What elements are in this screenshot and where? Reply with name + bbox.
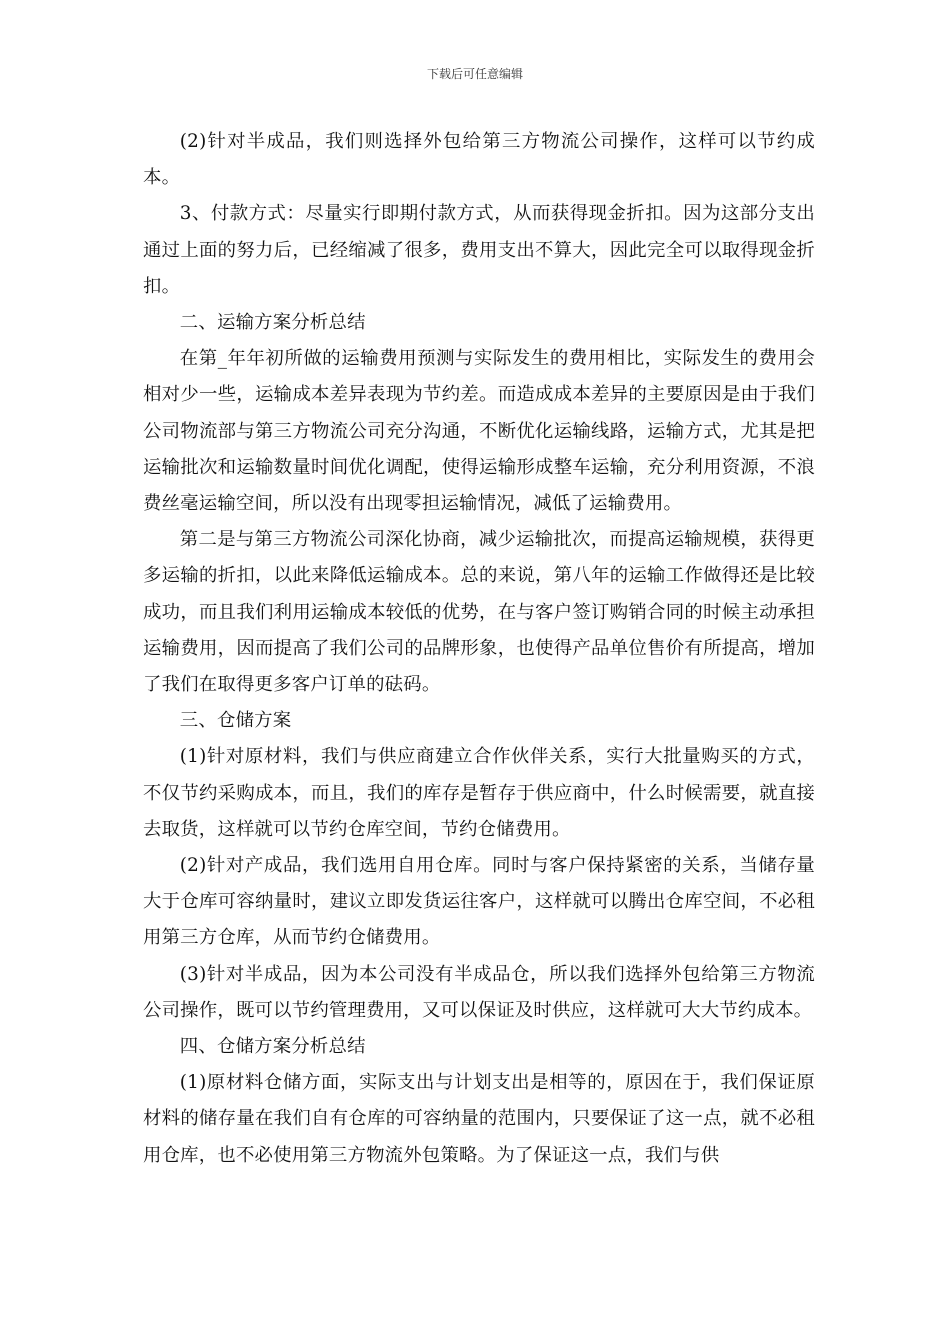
paragraph: (2)针对半成品，我们则选择外包给第三方物流公司操作，这样可以节约成本。 [143, 131, 815, 189]
paragraph: 在第_年年初所做的运输费用预测与实际发生的费用相比，实际发生的费用会相对少一些，运输成本差异表现为节约差。而造成成本差异的主要原因是由于我们公司物流部与第三方物流公司充分沟通，不断优化运输线路，运输方式，尤其是把运输批次和运输数量时间优化调配，使得运输形成整车运输，充分利用资源，不浪费丝毫运输空间，所以没有出现零担运输情况，减低了运输费用。 [143, 348, 815, 515]
document-body [143, 124, 815, 1174]
paragraph: (1)针对原材料，我们与供应商建立合作伙伴关系，实行大批量购买的方式，不仅节约采购成本，而且，我们的库存是暂存于供应商中，什么时候需要，就直接去取货，这样就可以节约仓库空间，节约仓储费用。 [143, 746, 815, 840]
section-heading: 二、运输方案分析总结 [179, 312, 366, 334]
section-heading: 三、仓储方案 [179, 710, 292, 732]
paragraph: (3)针对半成品，因为本公司没有半成品仓，所以我们选择外包给第三方物流公司操作，既可以节约管理费用，又可以保证及时供应，这样就可大大节约成本。 [143, 963, 815, 1021]
paragraph: 3、付款方式：尽量实行即期付款方式，从而获得现金折扣。因为这部分支出通过上面的努力后，已经缩减了很多，费用支出不算大，因此完全可以取得现金折扣。 [143, 203, 815, 297]
section-heading: 四、仓储方案分析总结 [179, 1036, 366, 1058]
paragraph: (1)原材料仓储方面，实际支出与计划支出是相等的，原因在于，我们保证原材料的储存量在我们自有仓库的可容纳量的范围内，只要保证了这一点，就不必租用仓库，也不必使用第三方物流外包策略。为了保证这一点，我们与供 [143, 1072, 815, 1166]
paragraph: (2)针对产成品，我们选用自用仓库。同时与客户保持紧密的关系，当储存量大于仓库可容纳量时，建议立即发货运往客户，这样就可以腾出仓库空间，不必租用第三方仓库，从而节约仓储费用。 [143, 855, 815, 949]
page-header: 下载后可任意编辑 [426, 67, 523, 81]
paragraph: 第二是与第三方物流公司深化协商，减少运输批次，而提高运输规模，获得更多运输的折扣，以此来降低运输成本。总的来说，第八年的运输工作做得还是比较成功，而且我们利用运输成本较低的优势，在与客户签订购销合同的时候主动承担运输费用，因而提高了我们公司的品牌形象，也使得产品单位售价有所提高，增加了我们在取得更多客户订单的砝码。 [143, 529, 815, 696]
